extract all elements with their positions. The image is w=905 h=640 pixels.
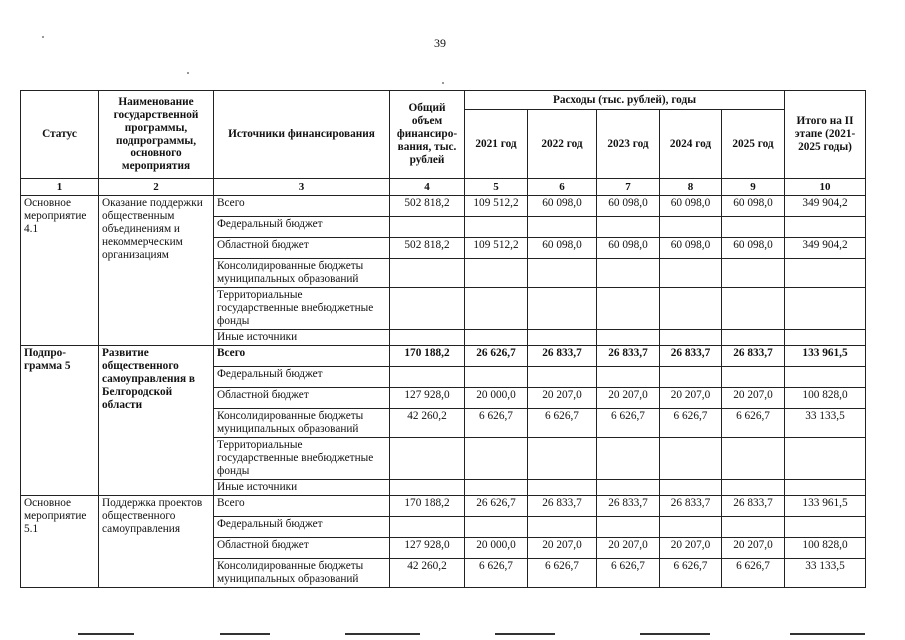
status-cell: Основное мероприятие 4.1 <box>21 196 99 346</box>
year-2023-cell: 60 098,0 <box>597 238 660 259</box>
year-2024-cell <box>660 259 722 288</box>
header-year-2025: 2025 год <box>722 110 785 179</box>
year-2023-cell <box>597 288 660 330</box>
year-2025-cell: 26 833,7 <box>722 345 785 366</box>
total-cell <box>390 217 465 238</box>
year-2025-cell: 60 098,0 <box>722 238 785 259</box>
year-2024-cell: 6 626,7 <box>660 408 722 437</box>
column-number: 9 <box>722 179 785 196</box>
source-cell: Областной бюджет <box>214 537 390 558</box>
source-cell: Консолидированные бюджеты муниципальных образований <box>214 408 390 437</box>
column-number: 1 <box>21 179 99 196</box>
header-year-2022: 2022 год <box>528 110 597 179</box>
stage-total-cell: 133 961,5 <box>785 495 866 516</box>
year-2023-cell: 20 207,0 <box>597 537 660 558</box>
year-2021-cell <box>465 437 528 479</box>
header-year-2024: 2024 год <box>660 110 722 179</box>
year-2021-cell: 26 626,7 <box>465 495 528 516</box>
year-2023-cell <box>597 330 660 346</box>
header-year-2021: 2021 год <box>465 110 528 179</box>
year-2025-cell <box>722 288 785 330</box>
total-cell: 502 818,2 <box>390 238 465 259</box>
year-2024-cell <box>660 217 722 238</box>
year-2024-cell <box>660 330 722 346</box>
year-2024-cell: 26 833,7 <box>660 345 722 366</box>
year-2021-cell: 20 000,0 <box>465 387 528 408</box>
total-cell <box>390 330 465 346</box>
source-cell: Консолидированные бюджеты муниципальных образований <box>214 259 390 288</box>
stage-total-cell <box>785 330 866 346</box>
year-2024-cell: 6 626,7 <box>660 558 722 587</box>
page-number: 39 <box>434 36 446 50</box>
source-cell: Территориальные государственные внебюджетные фонды <box>214 437 390 479</box>
header-year-2023: 2023 год <box>597 110 660 179</box>
column-number: 6 <box>528 179 597 196</box>
total-cell <box>390 288 465 330</box>
year-2024-cell: 26 833,7 <box>660 495 722 516</box>
year-2025-cell <box>722 516 785 537</box>
scan-speck <box>442 82 444 84</box>
stage-total-cell <box>785 288 866 330</box>
year-2022-cell: 26 833,7 <box>528 495 597 516</box>
year-2022-cell <box>528 288 597 330</box>
table-row <box>21 495 866 516</box>
year-2025-cell: 6 626,7 <box>722 558 785 587</box>
year-2024-cell <box>660 366 722 387</box>
column-number: 2 <box>99 179 214 196</box>
year-2021-cell <box>465 366 528 387</box>
year-2022-cell: 60 098,0 <box>528 196 597 217</box>
name-cell: Поддержка проектов общественного самоуправления <box>99 495 214 587</box>
year-2025-cell: 26 833,7 <box>722 495 785 516</box>
year-2024-cell: 20 207,0 <box>660 387 722 408</box>
year-2023-cell <box>597 437 660 479</box>
source-cell: Иные источники <box>214 479 390 495</box>
year-2025-cell <box>722 437 785 479</box>
year-2023-cell <box>597 217 660 238</box>
status-cell: Подпро-грамма 5 <box>21 345 99 495</box>
source-cell: Федеральный бюджет <box>214 366 390 387</box>
total-cell <box>390 437 465 479</box>
year-2025-cell <box>722 217 785 238</box>
source-cell: Консолидированные бюджеты муниципальных образований <box>214 558 390 587</box>
scan-speck <box>187 72 189 74</box>
year-2023-cell <box>597 259 660 288</box>
stage-total-cell: 33 133,5 <box>785 408 866 437</box>
year-2022-cell <box>528 217 597 238</box>
year-2025-cell: 60 098,0 <box>722 196 785 217</box>
year-2024-cell <box>660 288 722 330</box>
year-2022-cell: 60 098,0 <box>528 238 597 259</box>
stage-total-cell <box>785 437 866 479</box>
year-2025-cell <box>722 330 785 346</box>
total-cell: 502 818,2 <box>390 196 465 217</box>
total-cell: 170 188,2 <box>390 495 465 516</box>
year-2022-cell <box>528 366 597 387</box>
header-status: Статус <box>21 91 99 179</box>
year-2023-cell: 20 207,0 <box>597 387 660 408</box>
source-cell: Областной бюджет <box>214 387 390 408</box>
year-2023-cell: 60 098,0 <box>597 196 660 217</box>
total-cell: 127 928,0 <box>390 537 465 558</box>
year-2025-cell <box>722 366 785 387</box>
stage-total-cell: 100 828,0 <box>785 387 866 408</box>
year-2021-cell: 6 626,7 <box>465 408 528 437</box>
year-2021-cell <box>465 217 528 238</box>
year-2021-cell <box>465 330 528 346</box>
stage-total-cell <box>785 217 866 238</box>
name-cell: Оказание поддержки общественным объединениям и некоммерческим организациям <box>99 196 214 346</box>
year-2022-cell: 20 207,0 <box>528 537 597 558</box>
year-2022-cell <box>528 479 597 495</box>
year-2022-cell: 20 207,0 <box>528 387 597 408</box>
table-row <box>21 196 866 217</box>
stage-total-cell <box>785 366 866 387</box>
year-2021-cell: 26 626,7 <box>465 345 528 366</box>
year-2023-cell: 26 833,7 <box>597 345 660 366</box>
stage-total-cell: 133 961,5 <box>785 345 866 366</box>
year-2023-cell: 6 626,7 <box>597 558 660 587</box>
source-cell: Всего <box>214 495 390 516</box>
year-2025-cell: 20 207,0 <box>722 537 785 558</box>
status-cell: Основное мероприятие 5.1 <box>21 495 99 587</box>
header-stage-total: Итого на II этапе (2021-2025 годы) <box>785 91 866 179</box>
year-2022-cell <box>528 330 597 346</box>
header-name: Наименование государственной программы, подпрограммы, основного мероприятия <box>99 91 214 179</box>
stage-total-cell: 349 904,2 <box>785 196 866 217</box>
scan-edge-lines <box>0 633 905 635</box>
total-cell: 42 260,2 <box>390 408 465 437</box>
column-number: 4 <box>390 179 465 196</box>
header-expenses-group: Расходы (тыс. рублей), годы <box>465 91 785 110</box>
table-row <box>21 345 866 366</box>
year-2024-cell: 60 098,0 <box>660 196 722 217</box>
header-source: Источники финансирования <box>214 91 390 179</box>
year-2024-cell: 60 098,0 <box>660 238 722 259</box>
source-cell: Всего <box>214 345 390 366</box>
year-2021-cell: 109 512,2 <box>465 196 528 217</box>
name-cell: Развитие общественного самоуправления в Белгородской области <box>99 345 214 495</box>
year-2024-cell <box>660 437 722 479</box>
column-number: 7 <box>597 179 660 196</box>
source-cell: Областной бюджет <box>214 238 390 259</box>
header-total-volume: Общий объем финансиро-вания, тыс. рублей <box>390 91 465 179</box>
source-cell: Федеральный бюджет <box>214 217 390 238</box>
stage-total-cell: 33 133,5 <box>785 558 866 587</box>
source-cell: Иные источники <box>214 330 390 346</box>
year-2021-cell <box>465 479 528 495</box>
year-2023-cell <box>597 479 660 495</box>
year-2021-cell: 6 626,7 <box>465 558 528 587</box>
year-2022-cell: 26 833,7 <box>528 345 597 366</box>
total-cell <box>390 516 465 537</box>
source-cell: Территориальные государственные внебюджетные фонды <box>214 288 390 330</box>
year-2022-cell <box>528 516 597 537</box>
stage-total-cell: 349 904,2 <box>785 238 866 259</box>
year-2024-cell: 20 207,0 <box>660 537 722 558</box>
column-number: 10 <box>785 179 866 196</box>
scan-speck <box>42 36 44 38</box>
year-2025-cell <box>722 479 785 495</box>
column-number: 8 <box>660 179 722 196</box>
year-2022-cell: 6 626,7 <box>528 408 597 437</box>
year-2024-cell <box>660 479 722 495</box>
year-2024-cell <box>660 516 722 537</box>
year-2025-cell: 20 207,0 <box>722 387 785 408</box>
column-number: 3 <box>214 179 390 196</box>
year-2025-cell: 6 626,7 <box>722 408 785 437</box>
column-number: 5 <box>465 179 528 196</box>
total-cell: 127 928,0 <box>390 387 465 408</box>
year-2023-cell: 6 626,7 <box>597 408 660 437</box>
budget-table <box>20 90 866 588</box>
total-cell <box>390 259 465 288</box>
year-2023-cell: 26 833,7 <box>597 495 660 516</box>
year-2023-cell <box>597 516 660 537</box>
year-2021-cell <box>465 259 528 288</box>
stage-total-cell: 100 828,0 <box>785 537 866 558</box>
year-2021-cell: 109 512,2 <box>465 238 528 259</box>
year-2021-cell <box>465 516 528 537</box>
total-cell: 170 188,2 <box>390 345 465 366</box>
year-2023-cell <box>597 366 660 387</box>
year-2021-cell <box>465 288 528 330</box>
total-cell: 42 260,2 <box>390 558 465 587</box>
source-cell: Всего <box>214 196 390 217</box>
total-cell <box>390 479 465 495</box>
year-2021-cell: 20 000,0 <box>465 537 528 558</box>
year-2022-cell: 6 626,7 <box>528 558 597 587</box>
total-cell <box>390 366 465 387</box>
stage-total-cell <box>785 516 866 537</box>
year-2022-cell <box>528 259 597 288</box>
source-cell: Федеральный бюджет <box>214 516 390 537</box>
year-2022-cell <box>528 437 597 479</box>
stage-total-cell <box>785 259 866 288</box>
stage-total-cell <box>785 479 866 495</box>
year-2025-cell <box>722 259 785 288</box>
